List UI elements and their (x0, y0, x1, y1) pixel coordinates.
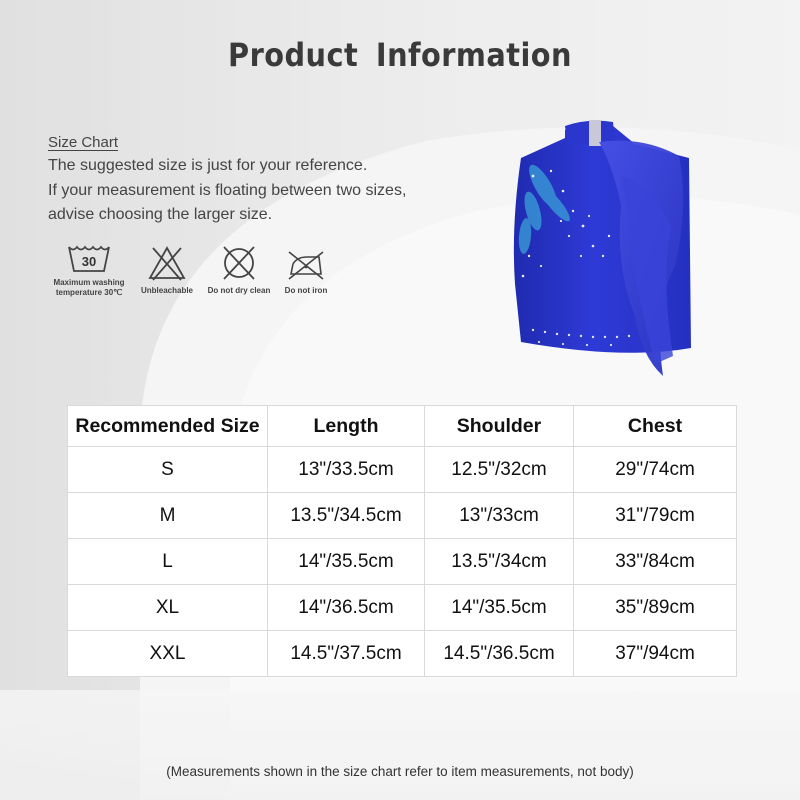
table-row (68, 493, 737, 539)
size-note-line-1: The suggested size is just for your reference. (48, 157, 368, 174)
cell-chest: 31"/79cm (574, 493, 737, 539)
cell-length: 14"/36.5cm (268, 585, 425, 631)
cell-chest: 33"/84cm (574, 539, 737, 585)
cell-length: 14.5"/37.5cm (268, 631, 425, 677)
cell-length: 14"/35.5cm (268, 539, 425, 585)
cell-shoulder: 12.5"/32cm (425, 447, 574, 493)
iron-label: Do not iron (284, 286, 328, 295)
care-iron (278, 244, 334, 298)
cell-chest: 37"/94cm (574, 631, 737, 677)
measurement-note: (Measurements shown in the size chart refer to item measurements, not body) (166, 764, 634, 779)
header-size: Recommended Size (68, 406, 268, 447)
cell-size: M (68, 493, 268, 539)
wash-temp: 30 (81, 254, 97, 269)
size-chart-heading: Size Chart (48, 134, 119, 151)
table-header-row (68, 406, 737, 447)
product-image (503, 116, 708, 378)
size-note-line-3: advise choosing the larger size. (48, 206, 273, 223)
cell-shoulder: 13.5"/34cm (425, 539, 574, 585)
cell-size: XL (68, 585, 268, 631)
size-note-line-2: If your measurement is floating between two sizes, (48, 182, 407, 199)
cell-shoulder: 14"/35.5cm (425, 585, 574, 631)
table-row (68, 631, 737, 677)
size-table (67, 405, 737, 677)
page-title: Product Information (228, 36, 572, 74)
table-row (68, 585, 737, 631)
care-dry-clean (200, 244, 278, 298)
care-wash (44, 244, 134, 298)
care-bleach (134, 244, 200, 298)
header-length: Length (268, 406, 425, 447)
cell-length: 13.5"/34.5cm (268, 493, 425, 539)
no-dry-clean-icon (219, 244, 259, 282)
wash-tub-icon (67, 244, 111, 274)
care-instructions (44, 244, 334, 298)
cell-shoulder: 13"/33cm (425, 493, 574, 539)
cell-size: XXL (68, 631, 268, 677)
cell-length: 13"/33.5cm (268, 447, 425, 493)
table-row (68, 447, 737, 493)
cell-size: L (68, 539, 268, 585)
header-chest: Chest (574, 406, 737, 447)
header-shoulder: Shoulder (425, 406, 574, 447)
cell-chest: 29"/74cm (574, 447, 737, 493)
wash-label: Maximum washing temperature 30℃ (53, 278, 125, 297)
cell-shoulder: 14.5"/36.5cm (425, 631, 574, 677)
cell-size: S (68, 447, 268, 493)
no-iron-icon (283, 244, 329, 282)
bleach-label: Unbleachable (140, 286, 193, 295)
no-bleach-icon (147, 244, 187, 282)
table-row (68, 539, 737, 585)
cell-chest: 35"/89cm (574, 585, 737, 631)
dry-clean-label: Do not dry clean (207, 286, 271, 295)
